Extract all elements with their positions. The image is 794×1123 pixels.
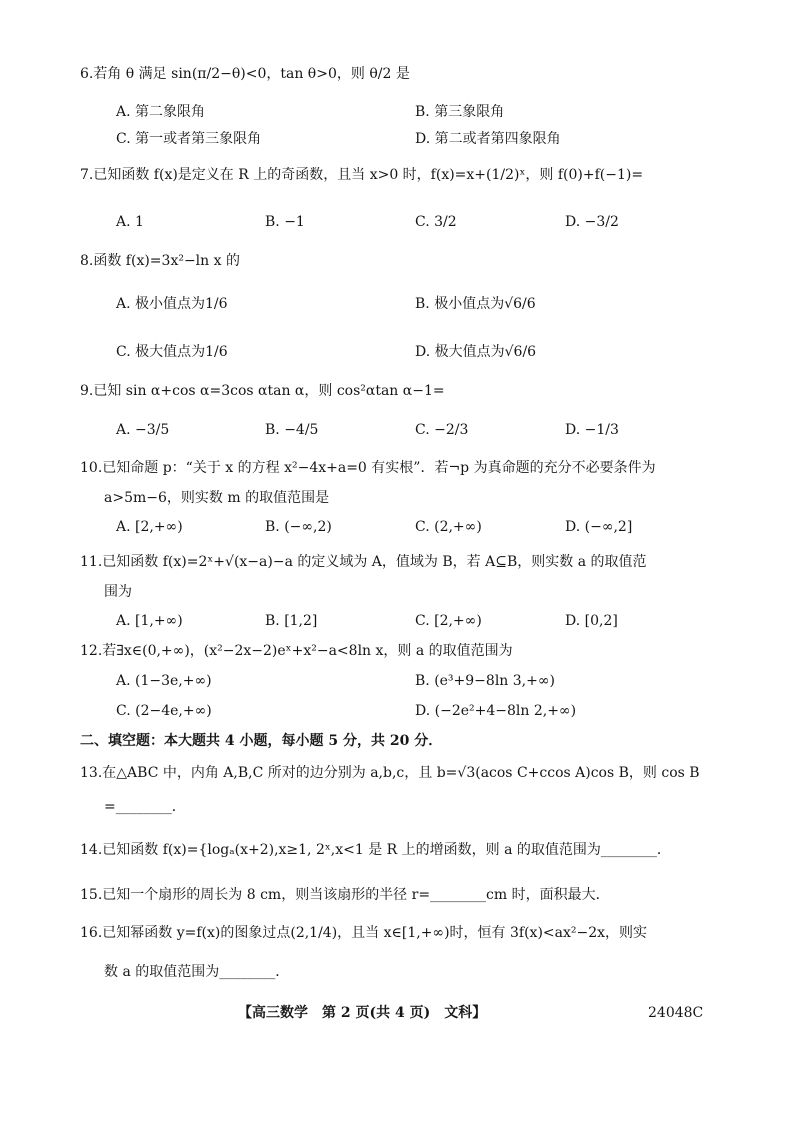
q8-option-b: B. 极小值点为√6/6: [415, 296, 536, 312]
q9-option-a: A. −3/5: [116, 422, 170, 438]
q7-option-b: B. −1: [265, 214, 305, 230]
q6-option-a: A. 第二象限角: [116, 104, 206, 120]
question-13-line2: =________．: [104, 799, 186, 815]
question-6-stem: 6.若角 θ 满足 sin(π/2−θ)<0，tan θ>0，则 θ/2 是: [80, 66, 410, 82]
q6-option-b: B. 第三象限角: [415, 104, 505, 120]
q8-option-c: C. 极大值点为1/6: [116, 344, 228, 360]
q7-option-c: C. 3/2: [415, 214, 457, 230]
q11-option-d: D. [0,2]: [565, 613, 618, 629]
q8-option-a: A. 极小值点为1/6: [116, 296, 228, 312]
question-9-stem: 9.已知 sin α+cos α=3cos αtan α，则 cos²αtan α−1=: [80, 383, 445, 399]
question-16-line2: 数 a 的取值范围为________．: [104, 964, 290, 980]
question-10-stem-line2: a>5m−6，则实数 m 的取值范围是: [104, 490, 330, 506]
q10-option-c: C. (2,+∞): [415, 519, 482, 535]
q10-option-d: D. (−∞,2]: [565, 519, 633, 535]
q7-option-a: A. 1: [116, 214, 144, 230]
q12-option-b: B. (e³+9−8ln 3,+∞): [415, 673, 555, 689]
question-15: 15.已知一个扇形的周长为 8 cm，则当该扇形的半径 r=________cm 时，面积最大．: [80, 887, 610, 903]
q9-option-d: D. −1/3: [565, 422, 619, 438]
question-11-stem-line2: 围为: [104, 584, 132, 600]
question-10-stem-line1: 10.已知命题 p：“关于 x 的方程 x²−4x+a=0 有实根”．若¬p 为真命题的充分不必要条件为: [80, 460, 656, 476]
exam-code: 24048C: [648, 1005, 704, 1021]
question-13-line1: 13.在△ABC 中，内角 A,B,C 所对的边分别为 a,b,c，且 b=√3(acos C+ccos A)cos B，则 cos B: [80, 765, 700, 781]
question-11-stem-line1: 11.已知函数 f(x)=2ˣ+√(x−a)−a 的定义域为 A，值域为 B，若 A⊆B，则实数 a 的取值范: [80, 554, 647, 570]
question-16-line1: 16.已知幂函数 y=f(x)的图象过点(2,1/4)，且当 x∈[1,+∞)时，恒有 3f(x)<ax²−2x，则实: [80, 925, 648, 941]
q10-option-b: B. (−∞,2): [265, 519, 332, 535]
q12-option-d: D. (−2e²+4−8ln 2,+∞): [415, 703, 577, 719]
q6-option-c: C. 第一或者第三象限角: [116, 131, 262, 147]
question-8-stem: 8.函数 f(x)=3x²−ln x 的: [80, 253, 240, 269]
page-footer-label: 【高三数学 第 2 页(共 4 页) 文科】: [238, 1005, 487, 1021]
q11-option-a: A. [1,+∞): [116, 613, 183, 629]
question-7-stem: 7.已知函数 f(x)是定义在 R 上的奇函数，且当 x>0 时，f(x)=x+(1/2)ˣ，则 f(0)+f(−1)=: [80, 167, 644, 183]
q12-option-a: A. (1−3e,+∞): [116, 673, 212, 689]
question-12-stem: 12.若∃x∈(0,+∞)，(x²−2x−2)eˣ+x²−a<8ln x，则 a 的取值范围为: [80, 643, 513, 659]
q12-option-c: C. (2−4e,+∞): [116, 703, 212, 719]
q11-option-b: B. [1,2]: [265, 613, 318, 629]
question-14: 14.已知函数 f(x)={logₐ(x+2),x≥1, 2ˣ,x<1 是 R 上的增函数，则 a 的取值范围为________．: [80, 842, 671, 858]
q11-option-c: C. [2,+∞): [415, 613, 482, 629]
q8-option-d: D. 极大值点为√6/6: [415, 344, 537, 360]
q9-option-c: C. −2/3: [415, 422, 469, 438]
q9-option-b: B. −4/5: [265, 422, 319, 438]
q6-option-d: D. 第二或者第四象限角: [415, 131, 561, 147]
q10-option-a: A. [2,+∞): [116, 519, 183, 535]
section-heading-fill-in: 二、填空题：本大题共 4 小题，每小题 5 分，共 20 分．: [80, 733, 443, 749]
q7-option-d: D. −3/2: [565, 214, 619, 230]
